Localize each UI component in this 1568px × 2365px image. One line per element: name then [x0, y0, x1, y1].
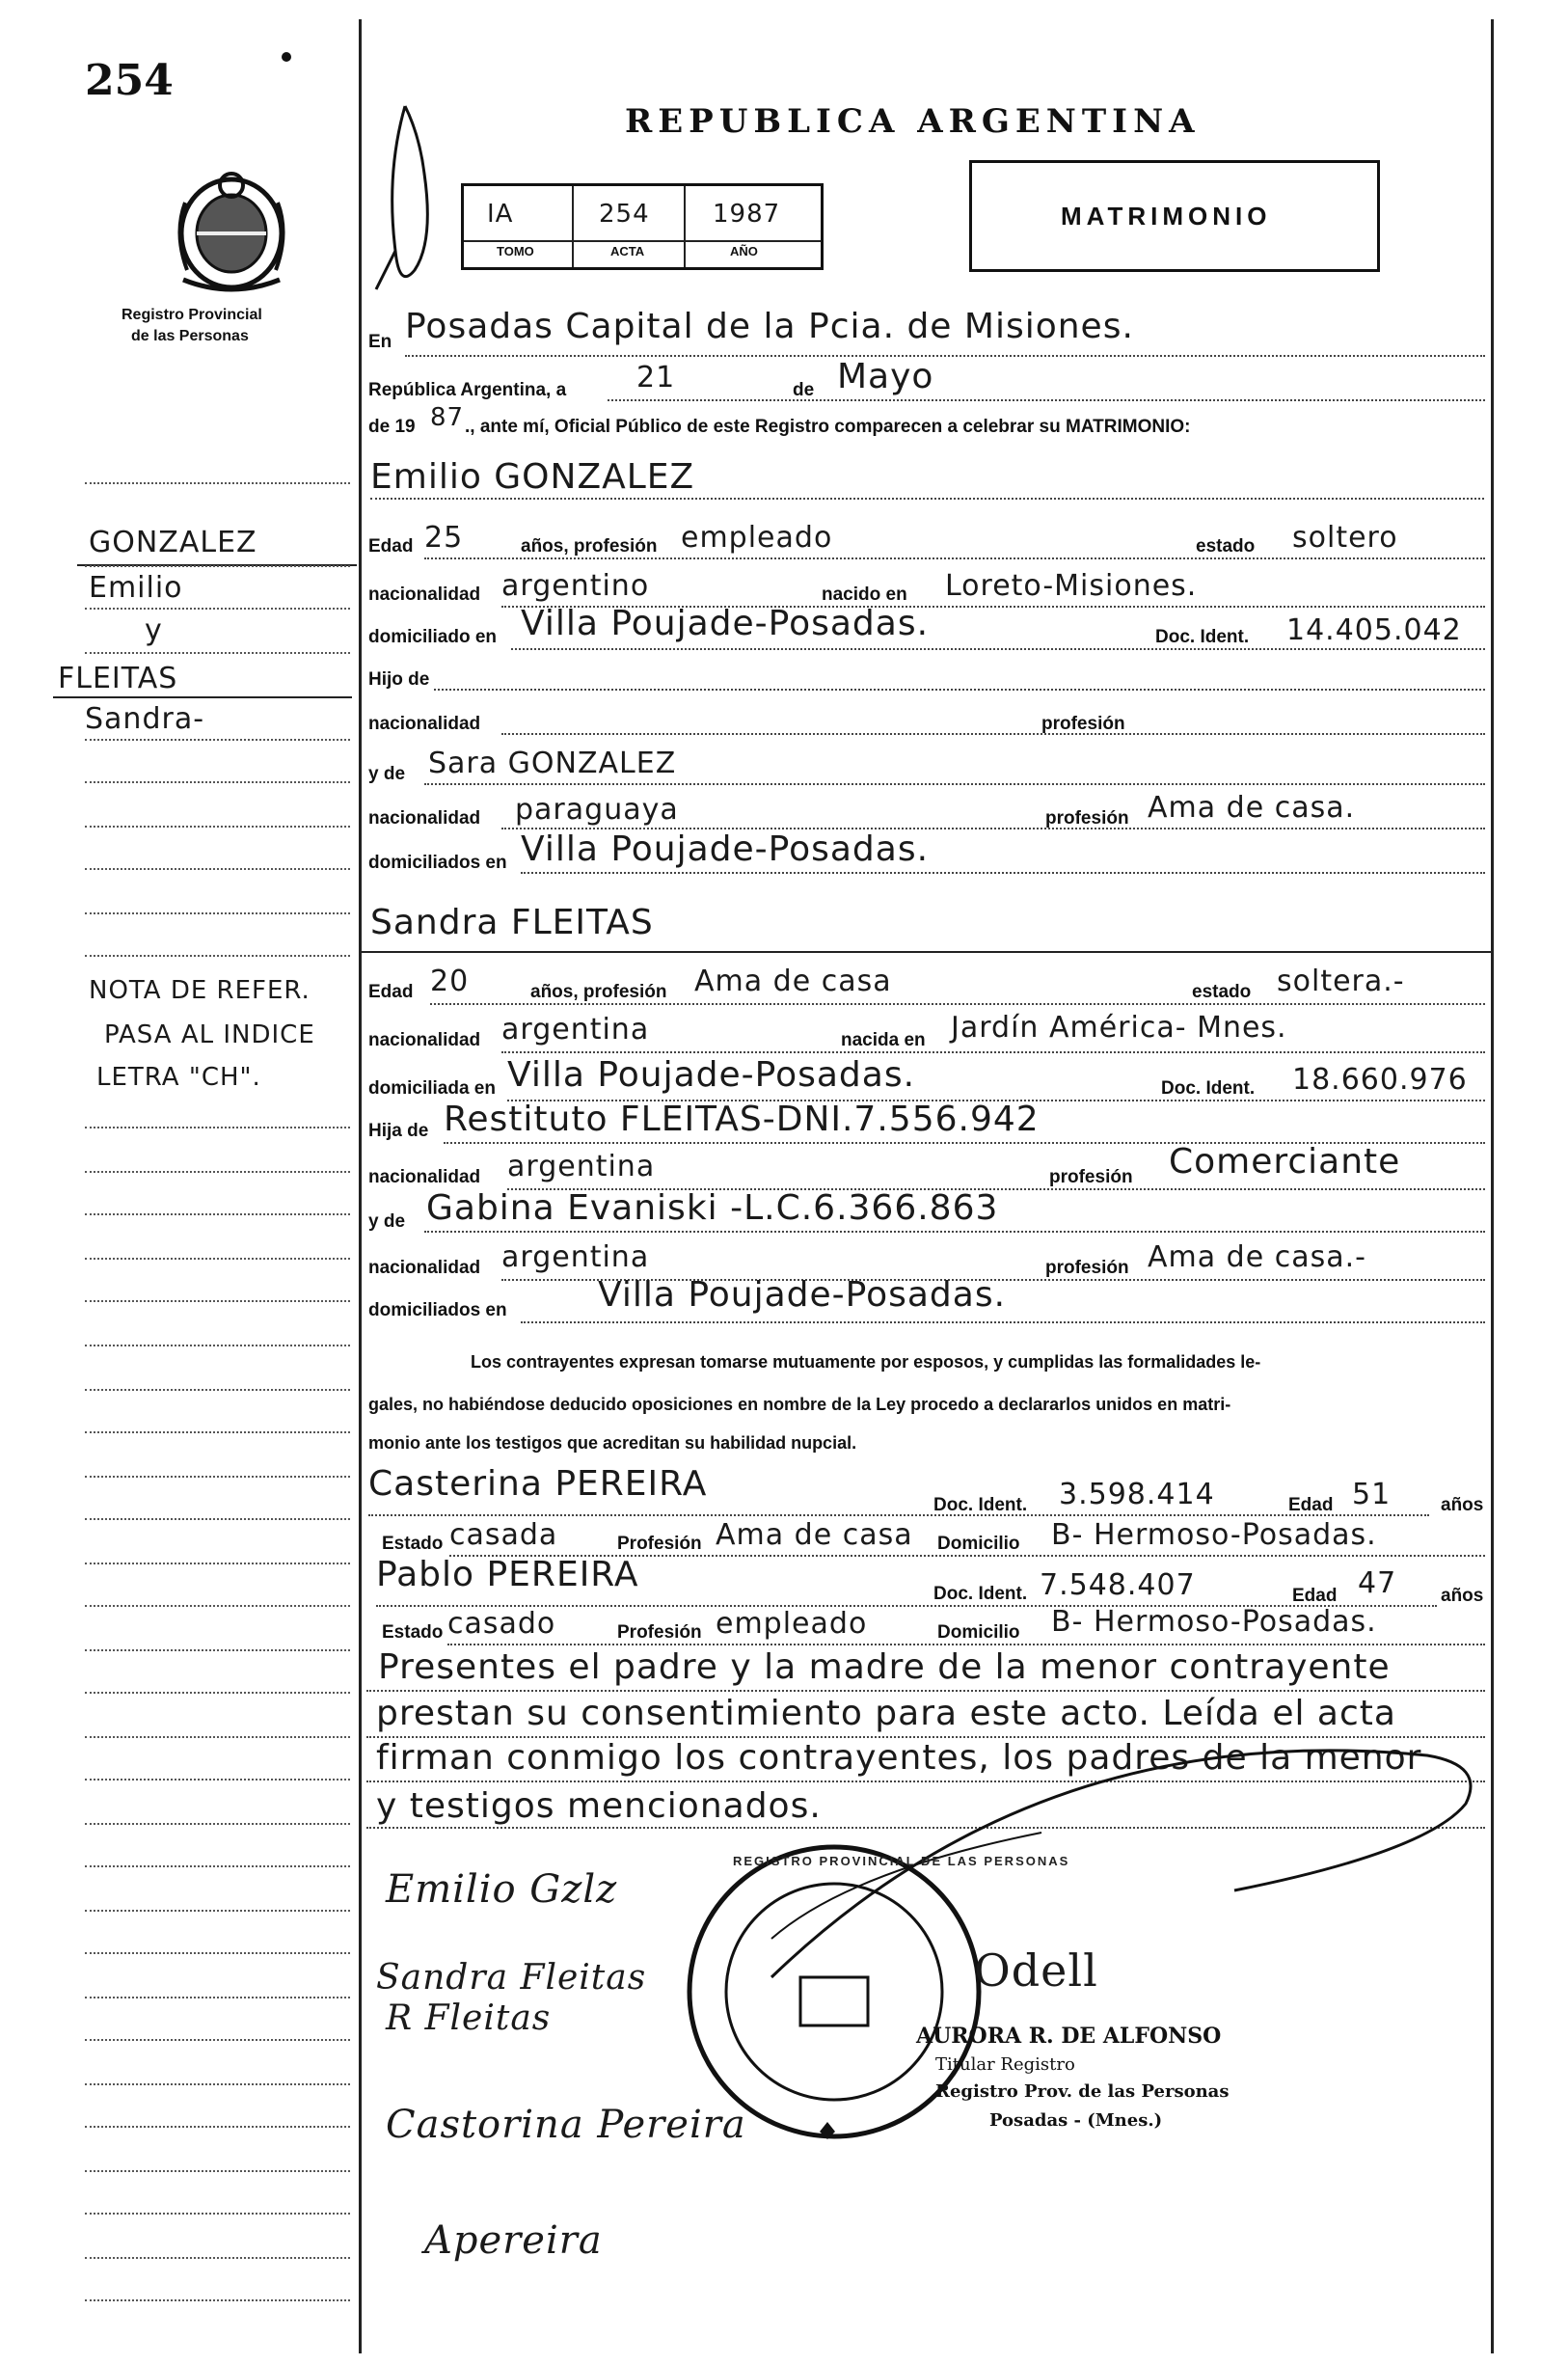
witness1-domicilio-label: Domicilio [937, 1534, 1020, 1554]
bride-domicilio: Villa Poujade-Posadas. [507, 1055, 916, 1095]
witness1-doc-label: Doc. Ident. [933, 1495, 1028, 1515]
stamp-arc-text: REGISTRO PROVINCIAL DE LAS PERSONAS [733, 1854, 1070, 1868]
note-line2: prestan su consentimiento para este acto. Leída el acta [376, 1694, 1396, 1733]
margin-name-1: Emilio [89, 571, 183, 605]
groom-nacionalidad: argentino [501, 569, 650, 603]
stamp-city: Posadas - (Mnes.) [989, 2110, 1163, 2131]
groom-nacido: Loreto-Misiones. [945, 569, 1198, 603]
republica-label: República Argentina, a [368, 380, 567, 400]
handwritten-flourish [366, 96, 453, 299]
bride-mother-prof-label: profesión [1045, 1258, 1129, 1278]
main-right-rule [1491, 19, 1494, 2353]
groom-mother-prof-label: profesión [1045, 808, 1129, 829]
groom-mother: Sara GONZALEZ [428, 747, 677, 780]
official-signature: Odell [974, 1944, 1098, 1997]
margin-note-line2: PASA AL INDICE [104, 1020, 315, 1049]
bride-mother-nac: argentina [501, 1240, 650, 1274]
bride-name-rule [362, 951, 1491, 953]
witness2-doc-label: Doc. Ident. [933, 1584, 1028, 1604]
official-circular-stamp [675, 1833, 993, 2151]
ano-label: AÑO [730, 244, 758, 258]
witness1-estado: casada [449, 1518, 558, 1552]
margin-note-line1: NOTA DE REFER. [89, 976, 311, 1005]
margin-surname-1: GONZALEZ [89, 526, 257, 559]
witness1-domicilio: B- Hermoso-Posadas. [1051, 1518, 1377, 1552]
en-label: En [368, 332, 392, 352]
groom-nacido-label: nacido en [822, 584, 907, 605]
bride-father-nac: argentina [507, 1150, 656, 1183]
groom-estado-label: estado [1196, 536, 1256, 557]
year-prefix: de 19 [368, 417, 416, 437]
margin-y: y [145, 613, 163, 647]
bride-hija-label: Hija de [368, 1121, 429, 1141]
groom-profesion: empleado [681, 521, 833, 555]
declaration-line3: monio ante los testigos que acreditan su habilidad nupcial. [368, 1433, 857, 1453]
bullet-dot [282, 52, 291, 62]
groom-name: Emilio GONZALEZ [370, 457, 695, 497]
bride-edad-label: Edad [368, 982, 414, 1002]
groom-domicilio: Villa Poujade-Posadas. [521, 604, 930, 643]
bride-doc-label: Doc. Ident. [1161, 1078, 1256, 1099]
bride-profesion: Ama de casa [694, 965, 892, 998]
witness2-edad-label: Edad [1292, 1586, 1338, 1606]
witness1-doc: 3.598.414 [1059, 1478, 1215, 1511]
witness2-doc: 7.548.407 [1040, 1568, 1196, 1602]
registry-name-line1: Registro Provincial [122, 307, 262, 323]
bride-yde-label: y de [368, 1211, 406, 1232]
groom-domiciliados: Villa Poujade-Posadas. [521, 829, 930, 869]
witness2-profesion: empleado [716, 1607, 868, 1641]
page-number: 254 [85, 56, 174, 105]
bride-edad: 20 [430, 965, 470, 998]
groom-edad-label: Edad [368, 536, 414, 557]
witness2-domicilio: B- Hermoso-Posadas. [1051, 1605, 1377, 1639]
groom-mother-prof: Ama de casa. [1148, 791, 1356, 825]
record-number-box [461, 183, 824, 270]
witness1-profesion-label: Profesión [617, 1534, 702, 1554]
ano-value: 1987 [713, 200, 781, 229]
witness2-anos-label: años [1441, 1586, 1484, 1606]
witness2-domicilio-label: Domicilio [937, 1622, 1020, 1643]
witness2-profesion-label: Profesión [617, 1622, 702, 1643]
country-heading: REPUBLICA ARGENTINA [625, 102, 1201, 141]
act-type-box [969, 160, 1380, 272]
main-left-rule [359, 19, 362, 2353]
bride-doc: 18.660.976 [1292, 1063, 1468, 1097]
witness1-edad: 51 [1352, 1478, 1392, 1511]
groom-mother-nac: paraguaya [515, 793, 679, 827]
month-value: Mayo [837, 357, 934, 396]
registry-name-line2: de las Personas [131, 328, 249, 344]
groom-yde-label: y de [368, 764, 406, 784]
note-line4: y testigos mencionados. [376, 1786, 822, 1826]
place-value: Posadas Capital de la Pcia. de Misiones. [405, 307, 1134, 346]
stamp-registry-line: Registro Prov. de las Personas [935, 2081, 1230, 2102]
note-line1: Presentes el padre y la madre de la menor contrayente [378, 1647, 1391, 1687]
day-value: 21 [636, 361, 676, 394]
margin-surname-2: FLEITAS [58, 662, 178, 695]
note-line3: firman conmigo los contrayentes, los padres de la menor [376, 1738, 1422, 1778]
margin-name-2: Sandra- [85, 702, 205, 736]
bride-estado-label: estado [1192, 982, 1252, 1002]
witness1-estado-label: Estado [382, 1534, 444, 1554]
bride-domiciliados: Villa Poujade-Posadas. [598, 1275, 1007, 1315]
witness1-edad-label: Edad [1288, 1495, 1334, 1515]
bride-father-prof: Comerciante [1169, 1142, 1401, 1182]
margin-note-line3: LETRA "CH". [96, 1063, 261, 1092]
acta-value: 254 [599, 200, 650, 229]
witness2-estado: casado [447, 1607, 556, 1641]
bride-nacida-label: nacida en [841, 1030, 926, 1050]
groom-doc: 14.405.042 [1286, 613, 1462, 647]
signature-groom: Emilio Gzlz [386, 1867, 618, 1912]
groom-nacionalidad-label: nacionalidad [368, 584, 481, 605]
groom-edad: 25 [424, 521, 464, 555]
groom-estado: soltero [1292, 521, 1398, 555]
margin-underline [53, 696, 352, 698]
tomo-value: IA [487, 200, 514, 229]
signature-witness1: Castorina Pereira [386, 2103, 746, 2147]
witness1-name: Casterina PEREIRA [368, 1464, 708, 1504]
declaration-line2: gales, no habiéndose deducido oposiciones en nombre de la Ley procedo a declararlos unidos en matri- [368, 1395, 1231, 1414]
signature-bride: Sandra Fleitas [376, 1958, 647, 1998]
bride-father: Restituto FLEITAS-DNI.7.556.942 [444, 1100, 1040, 1139]
groom-domiciliados-label: domiciliados en [368, 853, 507, 873]
groom-nacionalidad2-label: nacionalidad [368, 714, 481, 734]
declaration-line1: Los contrayentes expresan tomarse mutuamente por esposos, y cumplidas las formalidades le- [471, 1352, 1261, 1372]
witness2-name: Pablo PEREIRA [376, 1555, 639, 1594]
groom-doc-label: Doc. Ident. [1155, 627, 1250, 647]
bride-domiciliada-label: domiciliada en [368, 1078, 496, 1099]
bride-estado: soltera.- [1277, 965, 1405, 998]
intro-text: ., ante mí, Oficial Público de este Registro comparecen a celebrar su MATRIMONIO: [465, 417, 1191, 437]
bride-father-nac-label: nacionalidad [368, 1167, 481, 1187]
groom-hijo-label: Hijo de [368, 669, 430, 690]
witness2-edad: 47 [1358, 1566, 1397, 1600]
witness1-profesion: Ama de casa [716, 1518, 913, 1552]
coat-of-arms-emblem [164, 164, 299, 299]
bride-nacionalidad-label: nacionalidad [368, 1030, 481, 1050]
bride-domiciliados-label: domiciliados en [368, 1300, 507, 1320]
witness1-anos-label: años [1441, 1495, 1484, 1515]
bride-name: Sandra FLEITAS [370, 903, 654, 942]
bride-anos-profesion-label: años, profesión [530, 982, 667, 1002]
bride-nacida: Jardín América- Mnes. [951, 1011, 1287, 1045]
groom-mother-nac-label: nacionalidad [368, 808, 481, 829]
groom-anos-profesion-label: años, profesión [521, 536, 658, 557]
year-suffix: 87 [430, 403, 465, 432]
stamp-official-title: Titular Registro [935, 2054, 1075, 2075]
tomo-label: TOMO [497, 244, 534, 258]
groom-domiciliado-label: domiciliado en [368, 627, 498, 647]
act-type-label: MATRIMONIO [1061, 202, 1272, 231]
bride-mother-prof: Ama de casa.- [1148, 1240, 1366, 1274]
stamp-official-name: AURORA R. DE ALFONSO [916, 2024, 1222, 2049]
de-label: de [793, 380, 815, 400]
groom-profesion2-label: profesión [1041, 714, 1125, 734]
bride-nacionalidad: argentina [501, 1013, 650, 1047]
signature-bride-father: R Fleitas [386, 1998, 552, 2038]
signature-witness2: Apereira [424, 2218, 603, 2263]
bride-mother-nac-label: nacionalidad [368, 1258, 481, 1278]
bride-mother: Gabina Evaniski -L.C.6.366.863 [426, 1188, 999, 1228]
acta-label: ACTA [610, 244, 645, 258]
witness2-estado-label: Estado [382, 1622, 444, 1643]
bride-father-prof-label: profesión [1049, 1167, 1133, 1187]
